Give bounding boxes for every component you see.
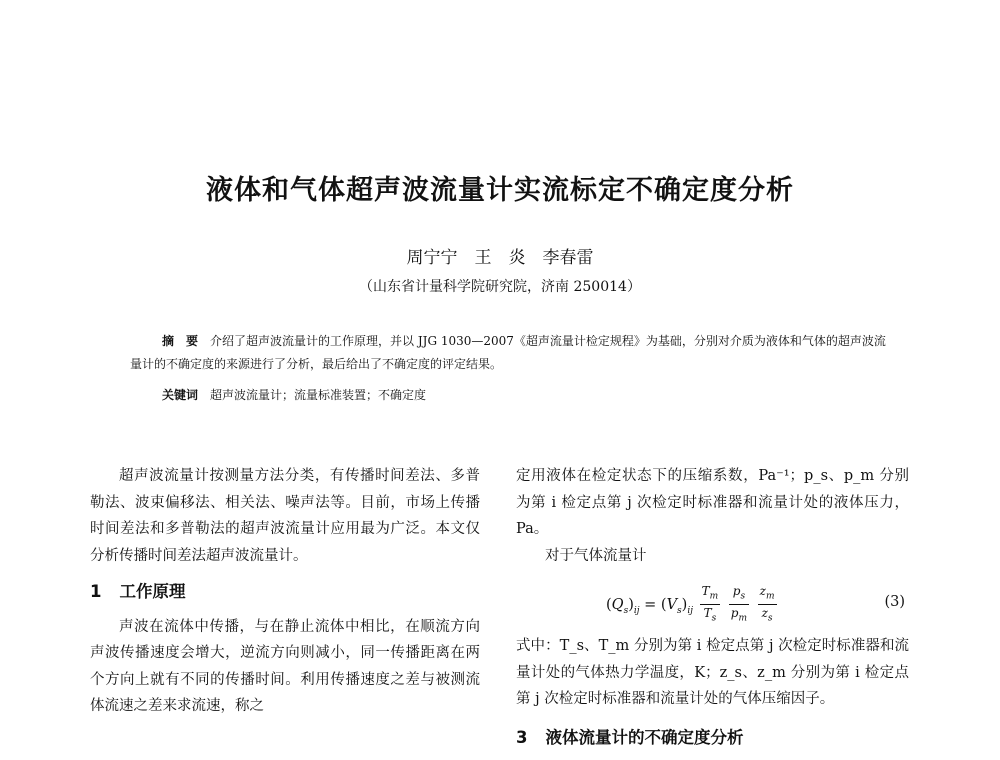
abstract	[130, 330, 890, 376]
gas-definition-paragraph: 式中：T_s、T_m 分别为第 i 检定点第 j 次检定时标准器和流量计处的气体热力学温度，K；z_s、z_m 分别为第 i 检定点第 j 次检定时标准器和流量计处的气体压缩因子。	[516, 638, 909, 707]
abstract-text: 介绍了超声波流量计的工作原理，并以 JJG 1030—2007《超声流量计检定规程》为基础，分别对介质为液体和气体的超声波流量计的不确定度的来源进行了分析，最后给出了不确定度的评定结果。	[130, 334, 886, 371]
authors: 周宁宁 王 炎 李春雷	[406, 248, 594, 268]
section-3-number: 3	[516, 727, 528, 747]
section-1-title: 工作原理	[119, 582, 186, 601]
fraction-compressibility: $\frac{z_m}{z_s}$	[759, 584, 775, 624]
gas-intro-paragraph: 对于气体流量计	[545, 547, 647, 564]
abstract-label: 摘 要	[162, 334, 199, 348]
section-3-heading	[516, 725, 909, 752]
keywords-text: 超声波流量计；流量标准装置；不确定度	[210, 388, 427, 402]
section-3-title: 液体流量计的不确定度分析	[545, 727, 744, 747]
paper-title: 液体和气体超声波流量计实流标定不确定度分析	[206, 175, 794, 206]
keywords	[162, 386, 882, 404]
section-1-heading	[90, 579, 480, 606]
section-1-number: 1	[90, 582, 102, 601]
equation-expression: $(Q_s)_{ij} = (V_s)_{ij}$ $\frac{T_m}{T_s}$ $\frac{p_s}{p_m}$ $\frac{z_m}{z_s}$	[606, 583, 779, 627]
right-column	[516, 463, 909, 759]
fraction-temperature: $\frac{T_m}{T_s}$	[701, 584, 719, 624]
fraction-pressure: $\frac{p_s}{p_m}$	[730, 584, 748, 624]
intro-paragraph: 超声波流量计按测量方法分类，有传播时间差法、多普勒法、波束偏移法、相关法、噪声法等。目前，市场上传播时间差法和多普勒法的超声波流量计应用最为广泛。本文仅分析传播时间差法超声波流量计。	[90, 468, 480, 564]
left-column	[90, 463, 480, 720]
affiliation: （山东省计量科学院研究院，济南 250014）	[359, 279, 641, 295]
principle-paragraph: 声波在流体中传播，与在静止流体中相比，在顺流方向声波传播速度会增大，逆流方向则减小，同一传播距离在两个方向上就有不同的传播时间。利用传播速度之差与被测流体流速之差来求流速，称之	[90, 618, 480, 714]
equation-number: (3)	[884, 594, 905, 610]
liquid-definition-paragraph: 定用液体在检定状态下的压缩系数，Pa⁻¹；p_s、p_m 分别为第 i 检定点第 j 次检定时标准器和流量计处的液体压力，Pa。	[516, 468, 909, 537]
equation-3	[516, 573, 909, 631]
keywords-label: 关键词	[162, 388, 199, 402]
